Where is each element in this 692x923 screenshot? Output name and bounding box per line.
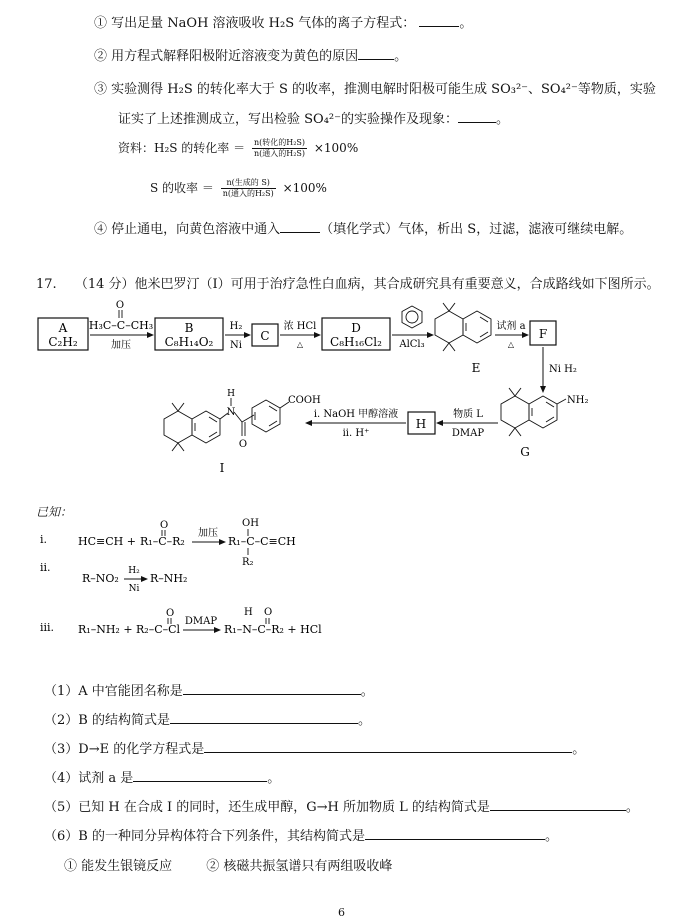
known-title: 已知： xyxy=(36,505,73,519)
formula-A: C₂H₂ xyxy=(48,335,78,349)
reaction-iii-reactants: R₁–NH₂ + R₂–C–Cl xyxy=(78,623,181,636)
subquestion-5: （5）已知 H 在合成 I 的同时，还生成甲醇，G→H 所加物质 L 的结构简式是 。 xyxy=(44,800,639,815)
question-4: ④ 停止通电，向黄色溶液中通入 （填化学式）气体，析出 S，过滤，滤液可继续电解。 xyxy=(94,222,633,237)
known-reactions xyxy=(0,515,692,645)
condition-conc-hcl: 浓 HCl xyxy=(283,321,317,332)
reagent1-oxygen: O xyxy=(115,300,125,311)
label-F: F xyxy=(538,327,548,341)
i-hydrogen: H xyxy=(227,389,235,399)
subquestion-3: （3）D→E 的化学方程式是 。 xyxy=(44,742,586,757)
condition-reagent-a: 试剂 a xyxy=(496,321,526,332)
question-2: ② 用方程式解释阳极附近溶液变为黄色的原因 。 xyxy=(94,49,408,64)
answer-blank[interactable] xyxy=(183,682,361,695)
answer-blank[interactable] xyxy=(280,220,320,233)
synthesis-scheme xyxy=(0,296,692,486)
answer-blank[interactable] xyxy=(365,827,545,840)
info-yield: S 的收率 ＝ $\frac{\text{n(生成的 S)}}{\text{n(通入的H₂S)}}$ ×100% xyxy=(150,178,327,198)
condition-heat-2: △ xyxy=(507,340,515,349)
i-carbonyl-oxygen: O xyxy=(238,439,248,450)
label-A: A xyxy=(58,321,68,335)
label-C: C xyxy=(260,329,270,343)
benzene-structure xyxy=(402,306,422,328)
condition-h2: H₂ xyxy=(229,321,243,332)
reaction-iii-oxygen: O xyxy=(166,608,175,619)
reaction-iii-product-oxygen: O xyxy=(264,607,273,618)
reaction-iii-product: R₁–N–C–R₂ + HCl xyxy=(224,623,322,636)
label-G: G xyxy=(520,445,530,459)
q17-heading: 17. （14 分）他米巴罗汀（I）可用于治疗急性白血病，其合成研究具有重要意义，合成路线如下图所示。 xyxy=(36,277,660,292)
label-B: B xyxy=(184,321,194,335)
i-carboxyl-group: COOH xyxy=(288,395,321,406)
reaction-ii-number: ii. xyxy=(40,561,51,574)
reaction-i-r2: R₂ xyxy=(242,557,254,568)
reaction-i-number: i. xyxy=(40,533,48,546)
structure-I xyxy=(164,398,289,451)
reaction-ii-nitro: R–NO₂ xyxy=(82,572,119,585)
subquestion-1: （1）A 中官能团名称是 。 xyxy=(44,684,374,699)
reaction-ii-ni: Ni xyxy=(128,584,140,594)
label-E: E xyxy=(471,361,481,375)
info-conversion: 资料：H₂S 的转化率 ＝ $\frac{\text{n(转化的H₂S)}}{\text{n(通入的H₂S)}}$ ×100% xyxy=(118,138,359,158)
reaction-i-product: R₁–C–C≡CH xyxy=(228,535,296,548)
condition-alcl3: AlCl₃ xyxy=(399,339,425,350)
reaction-i-hydroxyl: OH xyxy=(242,518,259,529)
conversion-fraction: $\frac{\text{n(转化的H₂S)}}{\text{n(通入的H₂S)}}$ xyxy=(253,138,306,158)
reaction-iii-hydrogen: H xyxy=(244,607,253,618)
condition-pressure: 加压 xyxy=(111,340,131,351)
answer-blank[interactable] xyxy=(204,740,572,753)
condition-acid: ii. H⁺ xyxy=(342,428,370,439)
structure-E xyxy=(435,303,491,351)
reaction-iii-number: iii. xyxy=(40,621,55,634)
subquestion-4: （4）试剂 a 是 。 xyxy=(44,771,281,786)
formula-D: C₈H₁₆Cl₂ xyxy=(330,335,382,349)
page-number: 6 xyxy=(338,906,345,919)
reaction-iii-condition: DMAP xyxy=(184,616,218,627)
condition-dmap: DMAP xyxy=(451,428,485,439)
subquestion-2: （2）B 的结构简式是 。 xyxy=(44,713,371,728)
answer-blank[interactable] xyxy=(358,47,394,60)
question-3: ③ 实验测得 H₂S 的转化率大于 S 的收率，推测电解时阳极可能生成 SO₃²⁻、SO₄²⁻等物质，实验 xyxy=(94,82,656,97)
structure-G xyxy=(501,388,566,436)
subquestion-6-conditions xyxy=(64,855,392,874)
reaction-i-condition: 加压 xyxy=(198,528,218,539)
i-nitrogen: N xyxy=(226,407,236,418)
label-I: I xyxy=(219,461,225,475)
g-amine-group: NH₂ xyxy=(567,395,589,406)
condition-heat: △ xyxy=(296,340,304,349)
answer-blank[interactable] xyxy=(133,769,267,782)
subquestion-6: （6）B 的一种同分异构体符合下列条件，其结构简式是 。 xyxy=(44,829,558,844)
answer-blank[interactable] xyxy=(458,110,496,123)
condition-silver-mirror: ① 能发生银镜反应 xyxy=(64,859,173,874)
reaction-i-acetylene: HC≡CH + xyxy=(78,535,136,548)
label-H: H xyxy=(415,417,427,431)
yield-fraction: $\frac{\text{n(生成的 S)}}{\text{n(通入的H₂S)}}$ xyxy=(222,178,274,198)
reaction-ii-product: R–NH₂ xyxy=(150,572,188,585)
reaction-i-ketone: R₁–C–R₂ xyxy=(140,535,185,548)
answer-blank[interactable] xyxy=(419,14,459,27)
condition-substance-l: 物质 L xyxy=(453,409,483,420)
label-D: D xyxy=(351,321,361,335)
question-3-line2: 证实了上述推测成立，写出检验 SO₄²⁻的实验操作及现象： 。 xyxy=(118,112,509,127)
condition-ni-h2: Ni H₂ xyxy=(549,364,577,375)
question-1: ① 写出足量 NaOH 溶液吸收 H₂S 气体的离子方程式： 。 xyxy=(94,16,473,31)
reaction-ii-h2: H₂ xyxy=(128,566,140,576)
answer-blank[interactable] xyxy=(170,711,358,724)
formula-B: C₈H₁₄O₂ xyxy=(164,335,214,349)
reaction-i-oxygen: O xyxy=(160,520,169,531)
reagent1-acetone: H₃C–C–CH₃ xyxy=(88,319,154,332)
condition-ni: Ni xyxy=(230,340,242,351)
answer-blank[interactable] xyxy=(490,798,626,811)
condition-nmr: ② 核磁共振氢谱只有两组吸收峰 xyxy=(206,859,393,874)
condition-naoh-methanol: i. NaOH 甲醇溶液 xyxy=(313,409,399,420)
